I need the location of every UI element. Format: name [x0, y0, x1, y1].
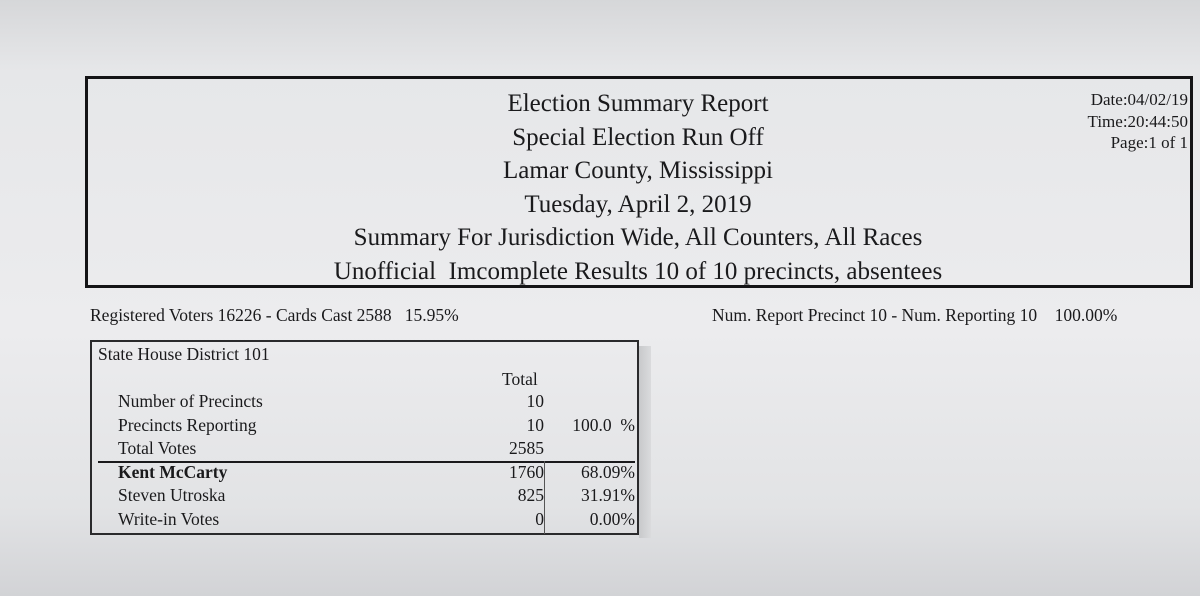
- results-status: Unofficial Imcomplete Results 10 of 10 precincts, absentees: [333, 257, 943, 285]
- precincts-reporting-stat: Num. Report Precinct 10 - Num. Reporting 10 100.00%: [712, 305, 1118, 325]
- candidate-votes: 0: [535, 508, 544, 529]
- race-title: State House District 101: [98, 344, 270, 364]
- row-label: Number of Precincts: [118, 391, 263, 411]
- column-divider: [544, 461, 545, 534]
- row-label: Total Votes: [118, 438, 197, 458]
- candidate-votes: 1760: [509, 461, 544, 482]
- candidate-percent: 68.09%: [581, 461, 635, 482]
- total-column-header: Total: [502, 369, 538, 389]
- report-title-block: [238, 87, 1038, 288]
- table-row: [92, 509, 637, 533]
- election-name: Special Election Run Off: [512, 123, 764, 151]
- candidate-name: Steven Utroska: [118, 485, 226, 505]
- report-time: Time:20:44:50: [1087, 111, 1188, 131]
- totals-divider: [98, 461, 635, 463]
- candidate-votes: 825: [517, 485, 544, 505]
- candidate-percent: 31.91%: [581, 485, 635, 505]
- report-header-box: [85, 76, 1193, 288]
- report-meta: [1088, 89, 1188, 154]
- race-box-shadow: [639, 346, 651, 538]
- row-value: 10: [526, 414, 544, 435]
- report-title: Election Summary Report: [507, 90, 769, 117]
- county-name: Lamar County, Mississippi: [503, 157, 773, 184]
- row-value: 10: [526, 391, 544, 411]
- summary-scope: Summary For Jurisdiction Wide, All Counters, All Races: [353, 224, 923, 251]
- row-percent: 100.0 %: [572, 414, 635, 435]
- candidate-name: Write-in Votes: [118, 508, 220, 529]
- table-row: [92, 485, 637, 509]
- race-results-box: [90, 340, 639, 535]
- table-row: [92, 438, 637, 462]
- election-date: Tuesday, April 2, 2019: [524, 190, 752, 218]
- candidate-name: Kent McCarty: [118, 461, 228, 482]
- registered-voters-stat: Registered Voters 16226 - Cards Cast 2588 15.95%: [90, 305, 459, 325]
- candidate-percent: 0.00%: [589, 508, 635, 529]
- report-date: Date:04/02/19: [1090, 90, 1188, 109]
- row-value: 2585: [509, 438, 544, 458]
- table-row: [92, 415, 637, 439]
- table-row: [92, 391, 637, 415]
- table-row: [92, 462, 637, 486]
- row-label: Precincts Reporting: [118, 414, 257, 435]
- report-page: Page:1 of 1: [1110, 133, 1188, 152]
